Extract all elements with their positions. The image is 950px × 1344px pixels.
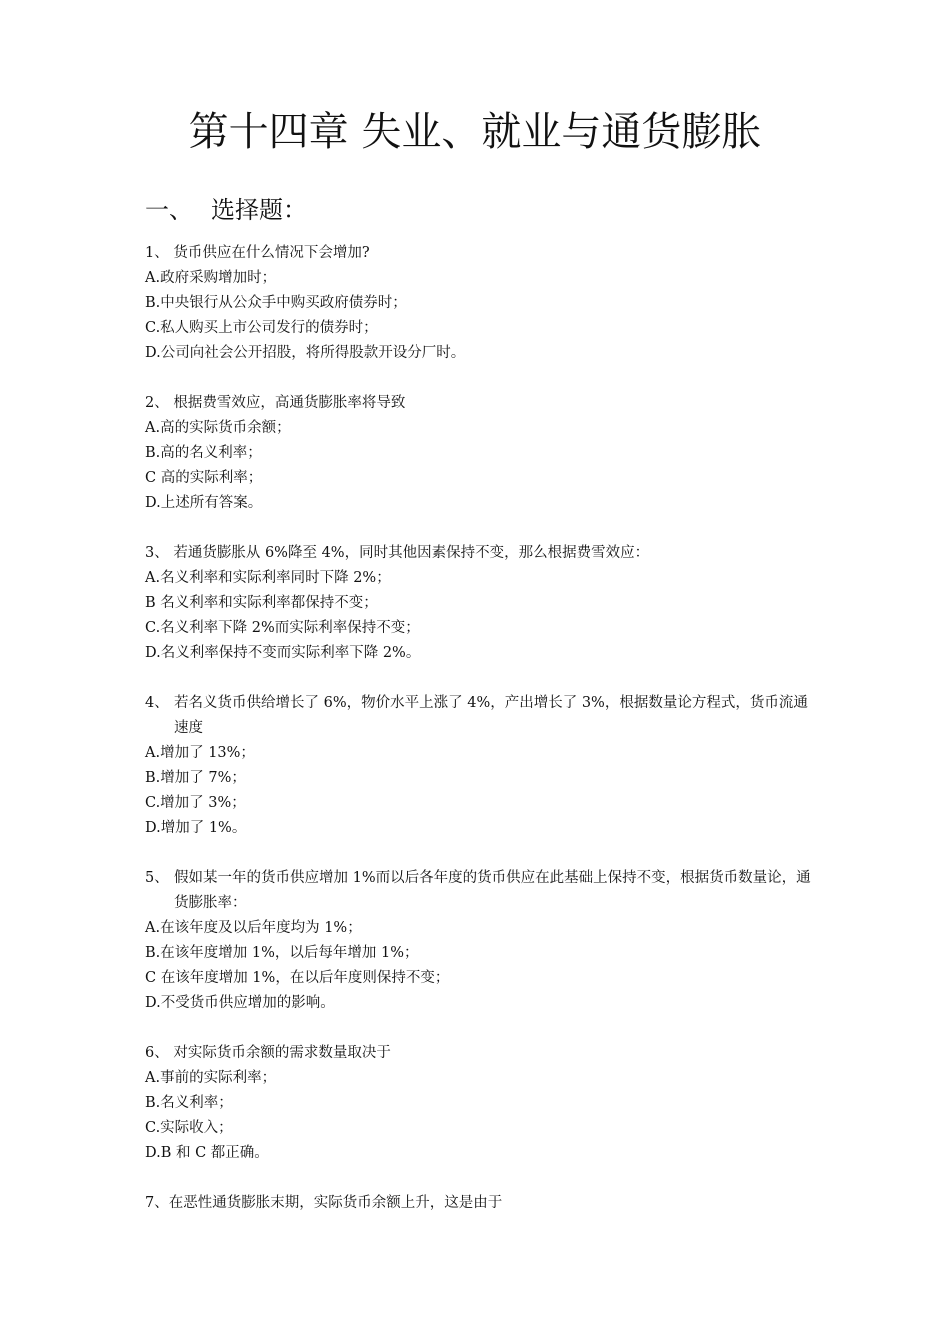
question-number: 6、 (145, 1045, 174, 1061)
option-b: B.中央银行从公众手中购买政府债券时； (145, 295, 407, 311)
question-number: 4、 (145, 695, 174, 711)
option-d: D.上述所有答案。 (145, 495, 263, 511)
option-c: C.实际收入； (145, 1120, 233, 1136)
option-c: C 在该年度增加 1%，在以后年度则保持不变； (145, 970, 450, 986)
question-number: 2、 (145, 395, 174, 411)
option-a: A.高的实际货币余额； (145, 420, 291, 436)
section-heading (145, 193, 307, 227)
option-c: C.私人购买上市公司发行的债券时； (145, 320, 378, 336)
question-number: 7、 (145, 1195, 169, 1211)
option-d: D.不受货币供应增加的影响。 (145, 995, 335, 1011)
question-5 (145, 866, 815, 1016)
option-d: D.公司向社会公开招股，将所得股款开设分厂时。 (145, 345, 466, 361)
question-7 (145, 1191, 815, 1216)
question-4 (145, 691, 815, 841)
question-stem (145, 391, 815, 416)
option-c: C.名义利率下降 2%而实际利率保持不变； (145, 620, 420, 636)
option-b: B 名义利率和实际利率都保持不变； (145, 595, 378, 611)
option-d: D.增加了 1%。 (145, 820, 247, 836)
option-b: B.增加了 7%； (145, 770, 246, 786)
option-a: A.事前的实际利率； (145, 1070, 277, 1086)
question-1 (145, 241, 815, 366)
question-3 (145, 541, 815, 666)
chapter-title: 第十四章 失业、就业与通货膨胀 (188, 109, 762, 155)
option-a: A.政府采购增加时； (145, 270, 277, 286)
option-b: B.在该年度增加 1%，以后每年增加 1%； (145, 945, 419, 961)
question-text: 对实际货币余额的需求数量取决于 (173, 1045, 391, 1061)
question-text: 货币供应在什么情况下会增加? (173, 245, 370, 261)
question-2 (145, 391, 815, 516)
question-stem (145, 691, 815, 741)
option-b: B.名义利率； (145, 1095, 233, 1111)
question-text: 假如某一年的货币供应增加 1%而以后各年度的货币供应在此基础上保持不变，根据货币数量论，通货膨胀率： (174, 870, 811, 911)
question-number: 1、 (145, 245, 174, 261)
option-a: A.增加了 13%； (145, 745, 255, 761)
question-text: 根据费雪效应，高通货膨胀率将导致 (173, 395, 406, 411)
question-stem (145, 1191, 815, 1216)
question-stem (145, 1041, 815, 1066)
question-number: 5、 (145, 870, 174, 886)
option-a: A.在该年度及以后年度均为 1%； (145, 920, 362, 936)
question-stem (145, 541, 815, 566)
question-text: 若名义货币供给增长了 6%，物价水平上涨了 4%，产出增长了 3%，根据数量论方程式，货币流通速度 (174, 695, 808, 736)
option-c: C 高的实际利率； (145, 470, 263, 486)
option-b: B.高的名义利率； (145, 445, 262, 461)
question-stem (145, 241, 815, 266)
question-text: 若通货膨胀从 6%降至 4%，同时其他因素保持不变，那么根据费雪效应： (173, 545, 650, 561)
option-c: C.增加了 3%； (145, 795, 246, 811)
section-title: 选择题： (211, 196, 307, 224)
question-list (145, 241, 815, 1241)
question-stem (145, 866, 815, 916)
question-6 (145, 1041, 815, 1166)
question-text: 在恶性通货膨胀末期，实际货币余额上升，这是由于 (168, 1195, 503, 1211)
section-number: 一、 (145, 196, 193, 224)
option-d: D.B 和 C 都正确。 (145, 1145, 269, 1161)
option-a: A.名义利率和实际利率同时下降 2%； (145, 570, 391, 586)
question-number: 3、 (145, 545, 174, 561)
option-d: D.名义利率保持不变而实际利率下降 2%。 (145, 645, 421, 661)
